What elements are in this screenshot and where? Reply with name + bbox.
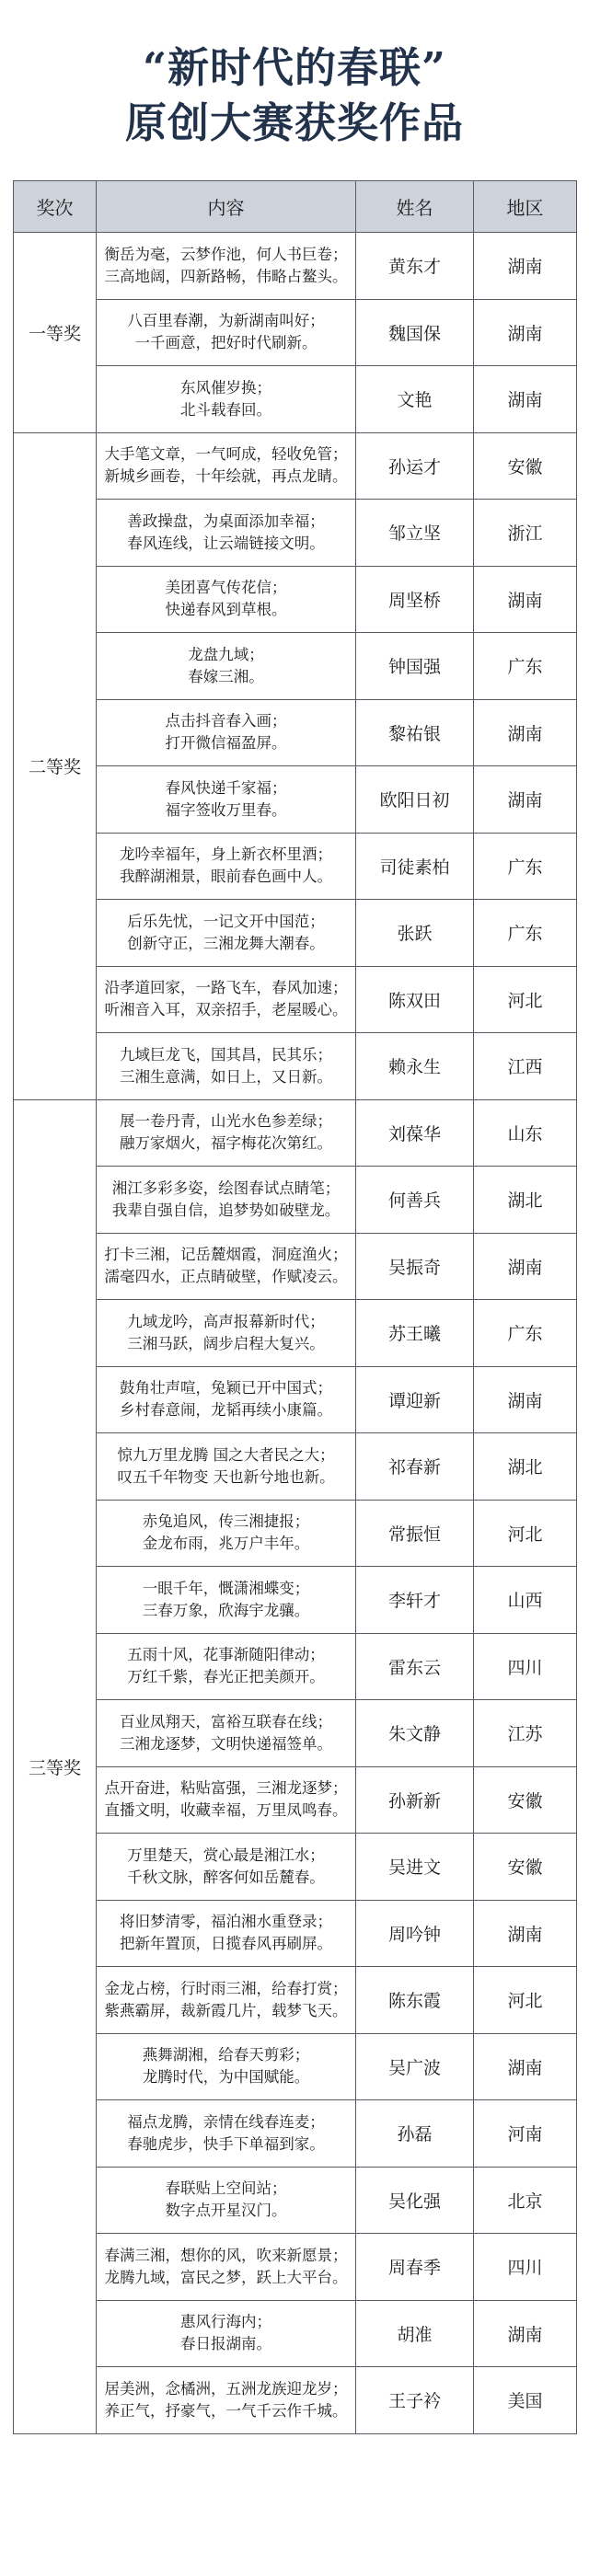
author-region: 广东 (474, 900, 577, 967)
couplet-line: 听湘音入耳，双亲招手，老屋暖心。 (104, 1001, 348, 1019)
couplet-content (97, 500, 356, 567)
table-row (14, 1700, 577, 1767)
author-name: 吴化强 (356, 2167, 474, 2234)
couplet-line: 数字点开星汉门。 (165, 2202, 287, 2220)
author-region: 湖南 (474, 2300, 577, 2367)
couplet-content (97, 1167, 356, 1234)
author-name: 魏国保 (356, 299, 474, 366)
couplet-line: 龙腾九域，富民之梦，跃上大平台。 (104, 2268, 348, 2286)
author-name: 雷东云 (356, 1633, 474, 1700)
couplet-line: 万里楚天，赏心最是湘江水； (127, 1846, 325, 1864)
couplet-content (97, 1700, 356, 1767)
author-region: 四川 (474, 2234, 577, 2301)
couplet-line: 九域龙吟，高声报幕新时代； (127, 1312, 325, 1330)
couplet-content (97, 1233, 356, 1300)
table-header-row (14, 181, 577, 233)
couplet-content (97, 699, 356, 766)
author-region: 山西 (474, 1567, 577, 1634)
table-row (14, 299, 577, 366)
author-name: 李轩才 (356, 1567, 474, 1634)
author-name: 文艳 (356, 366, 474, 433)
couplet-line: 叹五千年物变 天也新兮地也新。 (117, 1467, 335, 1486)
author-name: 何善兵 (356, 1167, 474, 1234)
author-region: 湖南 (474, 1233, 577, 1300)
table-row (14, 1567, 577, 1634)
author-region: 广东 (474, 633, 577, 700)
header-content: 内容 (97, 181, 356, 233)
couplet-line: 八百里春潮，为新湖南叫好； (127, 312, 325, 330)
author-name: 常振恒 (356, 1500, 474, 1567)
author-region: 湖南 (474, 1366, 577, 1433)
couplet-content (97, 299, 356, 366)
author-region: 湖南 (474, 233, 577, 300)
author-region: 湖南 (474, 766, 577, 834)
couplet-line: 将旧梦清零，福泊湘水重登录； (120, 1913, 332, 1931)
table-row (14, 1033, 577, 1100)
award-level: 二等奖 (14, 432, 97, 1099)
author-region: 安徽 (474, 432, 577, 500)
couplet-line: 濡毫四水，正点睛破壁，作赋凌云。 (104, 1268, 348, 1286)
table-row (14, 2234, 577, 2301)
author-region: 河北 (474, 1500, 577, 1567)
author-name: 周坚桥 (356, 566, 474, 633)
author-name: 周吟钟 (356, 1900, 474, 1967)
couplet-content (97, 766, 356, 834)
couplet-line: 创新守正，三湘龙舞大潮春。 (127, 934, 325, 952)
couplet-content (97, 966, 356, 1033)
header-level: 奖次 (14, 181, 97, 233)
author-name: 吴进文 (356, 1834, 474, 1901)
couplet-line: 万红千紫，春光正把美颜开。 (127, 1668, 325, 1686)
couplet-line: 春风连线，让云端链接文明。 (127, 534, 325, 552)
page-title-line1: “新时代的春联” (143, 43, 446, 92)
author-name: 司徒素柏 (356, 833, 474, 900)
couplet-content (97, 1567, 356, 1634)
author-name: 周春季 (356, 2234, 474, 2301)
author-name: 黄东才 (356, 233, 474, 300)
couplet-content (97, 1300, 356, 1367)
couplet-line: 三高地阔，四新路畅，伟略占鳌头。 (104, 267, 348, 285)
couplet-line: 点开奋进，粘贴富强，三湘龙逐梦； (104, 1779, 348, 1798)
table-row (14, 1300, 577, 1367)
couplet-content (97, 1099, 356, 1167)
author-name: 陈东霞 (356, 1967, 474, 2034)
author-region: 四川 (474, 1633, 577, 1700)
author-name: 朱文静 (356, 1700, 474, 1767)
author-region: 河北 (474, 1967, 577, 2034)
author-name: 刘葆华 (356, 1099, 474, 1167)
couplet-line: 美团喜气传花信； (165, 579, 287, 597)
table-row (14, 1967, 577, 2034)
table-row (14, 432, 577, 500)
couplet-line: 一千画意，把好时代刷新。 (134, 334, 318, 352)
awards-body (14, 233, 577, 2434)
couplet-line: 后乐先忧，一记文开中国范； (127, 912, 325, 930)
couplet-line: 直播文明，收藏幸福，万里凤鸣春。 (104, 1801, 348, 1820)
author-name: 吴广波 (356, 2033, 474, 2100)
author-region: 江苏 (474, 1700, 577, 1767)
author-region: 河北 (474, 966, 577, 1033)
couplet-line: 燕舞湖湘，给春天剪彩； (142, 2046, 310, 2064)
author-region: 浙江 (474, 500, 577, 567)
couplet-line: 三湘生意满，如日上，又日新。 (120, 1067, 332, 1086)
table-row (14, 1766, 577, 1834)
table-row (14, 566, 577, 633)
couplet-line: 打卡三湘，记岳麓烟霞，洞庭渔火； (104, 1246, 348, 1264)
couplet-line: 五雨十风，花事渐随阳律动； (127, 1646, 325, 1664)
table-row (14, 766, 577, 834)
couplet-line: 金龙占榜，行时雨三湘，给春打赏； (104, 1979, 348, 1997)
couplet-line: 春嫁三湘。 (188, 667, 264, 685)
couplet-content (97, 1834, 356, 1901)
couplet-line: 三湘马跃，阔步启程大复兴。 (127, 1334, 325, 1352)
couplet-line: 融万家烟火，福字梅花次第红。 (120, 1134, 332, 1153)
couplet-content (97, 2100, 356, 2168)
table-row (14, 1233, 577, 1300)
author-region: 广东 (474, 1300, 577, 1367)
author-name: 孙磊 (356, 2100, 474, 2168)
author-region: 山东 (474, 1099, 577, 1167)
couplet-line: 一眼千年，慨潇湘蝶变； (142, 1579, 310, 1597)
couplet-content (97, 233, 356, 300)
couplet-content (97, 2234, 356, 2301)
couplet-line: 惠风行海内； (180, 2313, 271, 2331)
couplet-line: 三湘龙逐梦，文明快递福签单。 (120, 1734, 332, 1753)
couplet-line: 点击抖音春入画； (165, 712, 287, 730)
table-row (14, 2100, 577, 2168)
author-name: 张跃 (356, 900, 474, 967)
table-row (14, 900, 577, 967)
author-name: 钟国强 (356, 633, 474, 700)
couplet-line: 龙吟幸福年，身上新衣杯里酒； (120, 845, 332, 864)
couplet-content (97, 2367, 356, 2434)
table-row (14, 1900, 577, 1967)
table-row (14, 2167, 577, 2234)
author-name: 胡准 (356, 2300, 474, 2367)
couplet-content (97, 566, 356, 633)
table-row (14, 2033, 577, 2100)
couplet-content (97, 900, 356, 967)
author-region: 湖南 (474, 699, 577, 766)
couplet-content (97, 2300, 356, 2367)
table-row (14, 1633, 577, 1700)
couplet-line: 善政操盘，为桌面添加幸福； (127, 512, 325, 530)
table-row (14, 2367, 577, 2434)
author-region: 广东 (474, 833, 577, 900)
couplet-line: 鼓角壮声喧，兔颖已开中国式； (120, 1379, 332, 1397)
couplet-line: 紫燕霸屏，裁新霞几片，载梦飞天。 (104, 2001, 348, 2019)
table-row (14, 1366, 577, 1433)
table-row (14, 1167, 577, 1234)
author-name: 祁春新 (356, 1433, 474, 1501)
table-row (14, 699, 577, 766)
couplet-line: 春驰虎步，快手下单福到家。 (127, 2134, 325, 2153)
couplet-line: 湘江多彩多姿，绘图春试点睛笔； (111, 1179, 341, 1197)
table-row (14, 1099, 577, 1167)
couplet-content (97, 1967, 356, 2034)
page-title-line2: 原创大赛获奖作品 (124, 98, 464, 147)
couplet-line: 养正气，抒豪气，一气千云作千城。 (104, 2401, 348, 2420)
couplet-line: 金龙布雨，兆万户丰年。 (142, 1535, 310, 1553)
title-area (0, 0, 589, 180)
award-level: 一等奖 (14, 233, 97, 433)
author-name: 赖永生 (356, 1033, 474, 1100)
header-region: 地区 (474, 181, 577, 233)
couplet-line: 九域巨龙飞，国其昌，民其乐； (120, 1045, 332, 1064)
awards-table (13, 180, 577, 2434)
author-region: 湖南 (474, 566, 577, 633)
author-name: 吴振奇 (356, 1233, 474, 1300)
couplet-content (97, 366, 356, 433)
table-row (14, 633, 577, 700)
couplet-line: 新城乡画卷，十年绘就，再点龙睛。 (104, 467, 348, 486)
couplet-content (97, 1900, 356, 1967)
table-row (14, 966, 577, 1033)
couplet-line: 千秋文脉，醉客何如岳麓春。 (127, 1868, 325, 1886)
table-row (14, 1500, 577, 1567)
author-name: 王子衿 (356, 2367, 474, 2434)
couplet-line: 展一卷丹青，山光水色参差绿； (120, 1112, 332, 1131)
couplet-line: 春日报湖南。 (180, 2335, 271, 2353)
header-name: 姓名 (356, 181, 474, 233)
table-row (14, 833, 577, 900)
author-region: 北京 (474, 2167, 577, 2234)
couplet-line: 居美洲，念橘洲，五洲龙族迎龙岁； (104, 2379, 348, 2398)
couplet-content (97, 1766, 356, 1834)
author-region: 湖北 (474, 1167, 577, 1234)
couplet-line: 龙盘九域； (188, 645, 264, 663)
couplet-content (97, 1633, 356, 1700)
award-level: 三等奖 (14, 1099, 97, 2433)
couplet-line: 乡村春意闹，龙韬再续小康篇。 (120, 1401, 332, 1420)
author-region: 美国 (474, 2367, 577, 2434)
couplet-content (97, 1500, 356, 1567)
author-region: 湖南 (474, 2033, 577, 2100)
couplet-line: 百业凤翔天，富裕互联春在线； (120, 1712, 332, 1731)
couplet-line: 我辈自强自信，追梦势如破壁龙。 (111, 1201, 341, 1219)
author-region: 安徽 (474, 1834, 577, 1901)
couplet-line: 福字签收万里春。 (165, 800, 287, 819)
couplet-line: 衡岳为毫，云梦作池，何人书巨卷； (104, 245, 348, 263)
couplet-line: 打开微信福盈屏。 (165, 734, 287, 753)
couplet-line: 三春万象，欣海宇龙骧。 (142, 1601, 310, 1619)
couplet-line: 春联贴上空间站； (165, 2179, 287, 2198)
couplet-content (97, 1033, 356, 1100)
couplet-line: 沿孝道回家，一路飞车，春风加速； (104, 979, 348, 997)
author-region: 湖南 (474, 366, 577, 433)
couplet-line: 龙腾时代，为中国赋能。 (142, 2068, 310, 2087)
couplet-line: 把新年置顶，日揽春风再刷屏。 (120, 1935, 332, 1953)
table-row (14, 2300, 577, 2367)
couplet-line: 惊九万里龙腾 国之大者民之大； (117, 1445, 335, 1464)
couplet-content (97, 432, 356, 500)
author-region: 湖南 (474, 299, 577, 366)
table-row (14, 500, 577, 567)
author-region: 河南 (474, 2100, 577, 2168)
author-name: 黎祐银 (356, 699, 474, 766)
author-name: 邹立坚 (356, 500, 474, 567)
author-name: 苏王曦 (356, 1300, 474, 1367)
couplet-content (97, 1433, 356, 1501)
couplet-content (97, 2033, 356, 2100)
couplet-line: 大手笔文章，一气呵成，轻收免管； (104, 445, 348, 464)
table-row (14, 233, 577, 300)
author-region: 安徽 (474, 1766, 577, 1834)
author-name: 欧阳日初 (356, 766, 474, 834)
couplet-line: 赤兔追风，传三湘捷报； (142, 1512, 310, 1531)
couplet-content (97, 2167, 356, 2234)
author-region: 湖南 (474, 1900, 577, 1967)
couplet-content (97, 833, 356, 900)
couplet-line: 我醉湖湘景，眼前春色画中人。 (120, 868, 332, 886)
author-region: 江西 (474, 1033, 577, 1100)
couplet-line: 东风催岁换； (180, 378, 271, 397)
couplet-line: 快递春风到草根。 (165, 601, 287, 619)
couplet-line: 北斗载春回。 (180, 400, 271, 419)
couplet-line: 福点龙腾，亲情在线春连麦； (127, 2112, 325, 2131)
author-name: 孙运才 (356, 432, 474, 500)
couplet-content (97, 1366, 356, 1433)
couplet-content (97, 633, 356, 700)
author-name: 陈双田 (356, 966, 474, 1033)
couplet-line: 春满三湘，想你的风，吹来新愿景； (104, 2246, 348, 2264)
table-row (14, 366, 577, 433)
table-row (14, 1433, 577, 1501)
author-name: 孙新新 (356, 1766, 474, 1834)
author-region: 湖北 (474, 1433, 577, 1501)
couplet-line: 春风快递千家福； (165, 778, 287, 797)
author-name: 谭迎新 (356, 1366, 474, 1433)
table-row (14, 1834, 577, 1901)
